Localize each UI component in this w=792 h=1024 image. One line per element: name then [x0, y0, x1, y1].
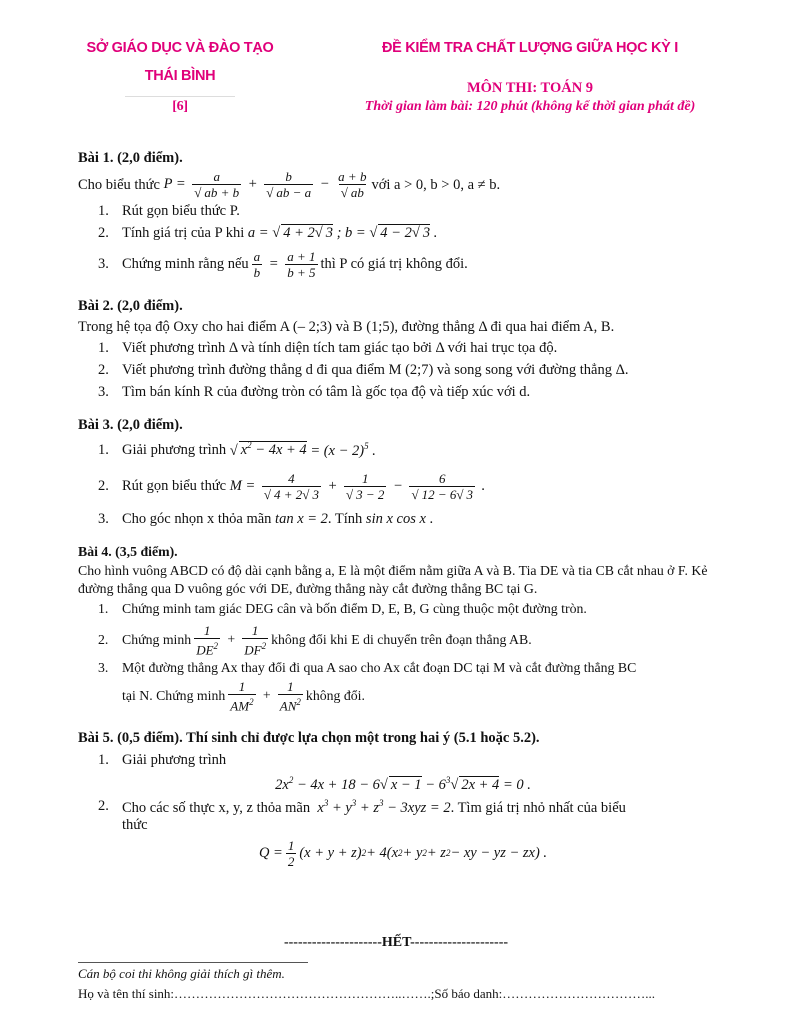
problem-4-item-3: 3. Một đường thẳng Ax thay đổi đi qua A sao cho Ax cắt đoạn DC tại M và cắt đường thẳng BC tại N. Chứng minh $\frac{1}{AM^2}$ + $\frac{1}{AN^2}$ không đổi. — [98, 660, 637, 714]
problem-3-item-3: 3. Cho góc nhọn x thỏa mãn tan x = 2 . Tính sin x cos x . — [98, 510, 434, 527]
formula-M: M = $\frac{4}{√ 4 + 2√ 3}$ + $\frac{1}{√ 3 - 2}$ − $\frac{6}{√ 12 - 6√ 3}$ . — [229, 470, 486, 502]
header-left — [60, 40, 300, 115]
problem-1 — [78, 150, 728, 284]
problem-5-item-1: 1. Giải phương trình — [98, 751, 227, 768]
header-divider — [125, 96, 235, 97]
formula-ratio: $\frac{a}{b}$ = $\frac{a + 1}{b + 5}$ — [253, 248, 316, 280]
problem-2 — [78, 298, 728, 403]
problem-3-item-1: 1. Giải phương trình √ $x^2 - 4x + 4 = (x - 2)^5$ . — [98, 440, 376, 459]
problem-1-intro: Cho biểu thức P = $\frac{a}{√ ab + b}$ + $\frac{b}{√ ab - a}$ − $\frac{a + b}{√ ab}$ với a > 0, b > 0, a ≠ b. — [78, 169, 501, 200]
department-name: SỞ GIÁO DỤC VÀ ĐÀO TẠO — [86, 40, 274, 56]
problem-2-item-2: 2. Viết phương trình đường thẳng d đi qua điểm M (2;7) và song song với đường thẳng Δ. — [98, 361, 629, 378]
condition: với a > 0, b > 0, a ≠ b. — [371, 176, 501, 193]
exam-title: ĐỀ KIỂM TRA CHẤT LƯỢNG GIỮA HỌC KỲ I — [381, 40, 679, 56]
problem-4-title: Bài 4. (3,5 điểm). — [78, 544, 178, 559]
exam-time: Thời gian làm bài: 120 phút (không kể thời gian phát đề) — [364, 99, 696, 114]
formula-xyz-condition: $x^3 + y^3 + z^3 - 3xyz = 2$ — [317, 797, 451, 816]
problem-4-item-1: 1. Chứng minh tam giác DEG cân và bốn điểm D, E, B, G cùng thuộc một đường tròn. — [98, 601, 587, 616]
problem-4-item-2: 2. Chứng minh $\frac{1}{DE^2}$ + $\frac{1}{DF^2}$ không đổi khi E di chuyển trên đoạn thẳng AB. — [98, 622, 532, 658]
formula-P: P = $\frac{a}{√ ab + b}$ + $\frac{b}{√ ab - a}$ − $\frac{a + b}{√ ab}$ — [163, 169, 367, 200]
problem-1-item-2: 2. Tính giá trị của P khi a = √ 4 + 2√ 3 ; b = √ 4 − 2√ 3 . — [98, 224, 438, 241]
formula-ab-values: a = √ 4 + 2√ 3 ; b = √ 4 − 2√ 3 . — [247, 224, 438, 241]
problem-2-intro: Trong hệ tọa độ Oxy cho hai điểm A (– 2;3) và B (1;5), đường thẳng Δ đi qua hai điểm A, B. — [78, 319, 615, 335]
exam-subject: MÔN THI: TOÁN 9 — [466, 80, 594, 96]
problem-3-title: Bài 3. (2,0 điểm). — [78, 417, 183, 433]
end-mark: ---------------------HẾT--------------------- — [283, 935, 509, 950]
footer — [78, 962, 728, 1002]
problem-5-item-2: 2. Cho các số thực x, y, z thỏa mãn $x^3 + y^3 + z^3 - 3xyz = 2$. Tìm giá trị nhỏ nhất của biểu thức — [98, 797, 626, 833]
problem-1-item-1: 1. Rút gọn biểu thức P. — [98, 202, 240, 219]
problem-4 — [78, 544, 728, 716]
problem-2-title: Bài 2. (2,0 điểm). — [78, 298, 183, 314]
problem-4-intro: Cho hình vuông ABCD có độ dài cạnh bằng a, E là một điểm nằm giữa A và B. Tia DE và tia CB cắt nhau ở F. Kẻ đường thẳng qua D vuông góc với DE, đường thẳng này cắt đường thẳng BC tại G. — [78, 563, 708, 596]
candidate-info: Họ và tên thí sinh:……………………………………………..…….;Số báo danh:……………………………... — [78, 986, 656, 1001]
formula-AM-AN: $\frac{1}{AM^2}$ + $\frac{1}{AN^2}$ — [230, 678, 301, 714]
proctor-note: Cán bộ coi thi không giải thích gì thêm. — [78, 966, 285, 981]
footer-divider — [78, 962, 308, 963]
formula-DE-DF: $\frac{1}{DE^2}$ + $\frac{1}{DF^2}$ — [196, 622, 267, 658]
exam-content — [78, 150, 728, 883]
problem-3 — [78, 417, 728, 530]
exam-code: [6] — [172, 99, 188, 114]
problem-5-title: Bài 5. (0,5 điểm). Thí sinh chỉ được lựa chọn một trong hai ý (5.1 hoặc 5.2). — [78, 730, 540, 746]
problem-5 — [78, 730, 728, 869]
header-right — [325, 40, 735, 115]
province-name: THÁI BÌNH — [144, 68, 216, 84]
problem-2-item-1: 1. Viết phương trình Δ và tính diện tích tam giác tạo bởi Δ với hai trục tọa độ. — [98, 339, 558, 356]
formula-equation-5-1: $2x^2 - 4x + 18 - 6√$ $x - 1 - 6^3√$ 2x + 4 = 0 . — [275, 775, 531, 793]
formula-Q: Q = $\frac{1}{2}$ (x + y + z) 2 + 4(x 2 + y 2 + z 2 − xy − yz − zx) . — [258, 837, 548, 869]
problem-1-title: Bài 1. (2,0 điểm). — [78, 150, 183, 166]
problem-2-item-3: 3. Tìm bán kính R của đường tròn có tâm là gốc tọa độ và tiếp xúc với d. — [98, 383, 531, 400]
problem-3-item-2: 2. Rút gọn biểu thức M = $\frac{4}{√ 4 + 2√ 3}$ + $\frac{1}{√ 3 - 2}$ − $\frac{6}{√ 12 - 6√ 3}$ . — [98, 470, 486, 502]
problem-1-item-3: 3. Chứng minh rằng nếu $\frac{a}{b}$ = $\frac{a + 1}{b + 5}$ thì P có giá trị không đổi. — [98, 248, 468, 280]
formula-equation-1: √ $x^2 - 4x + 4 = (x - 2)^5$ . — [229, 440, 376, 459]
